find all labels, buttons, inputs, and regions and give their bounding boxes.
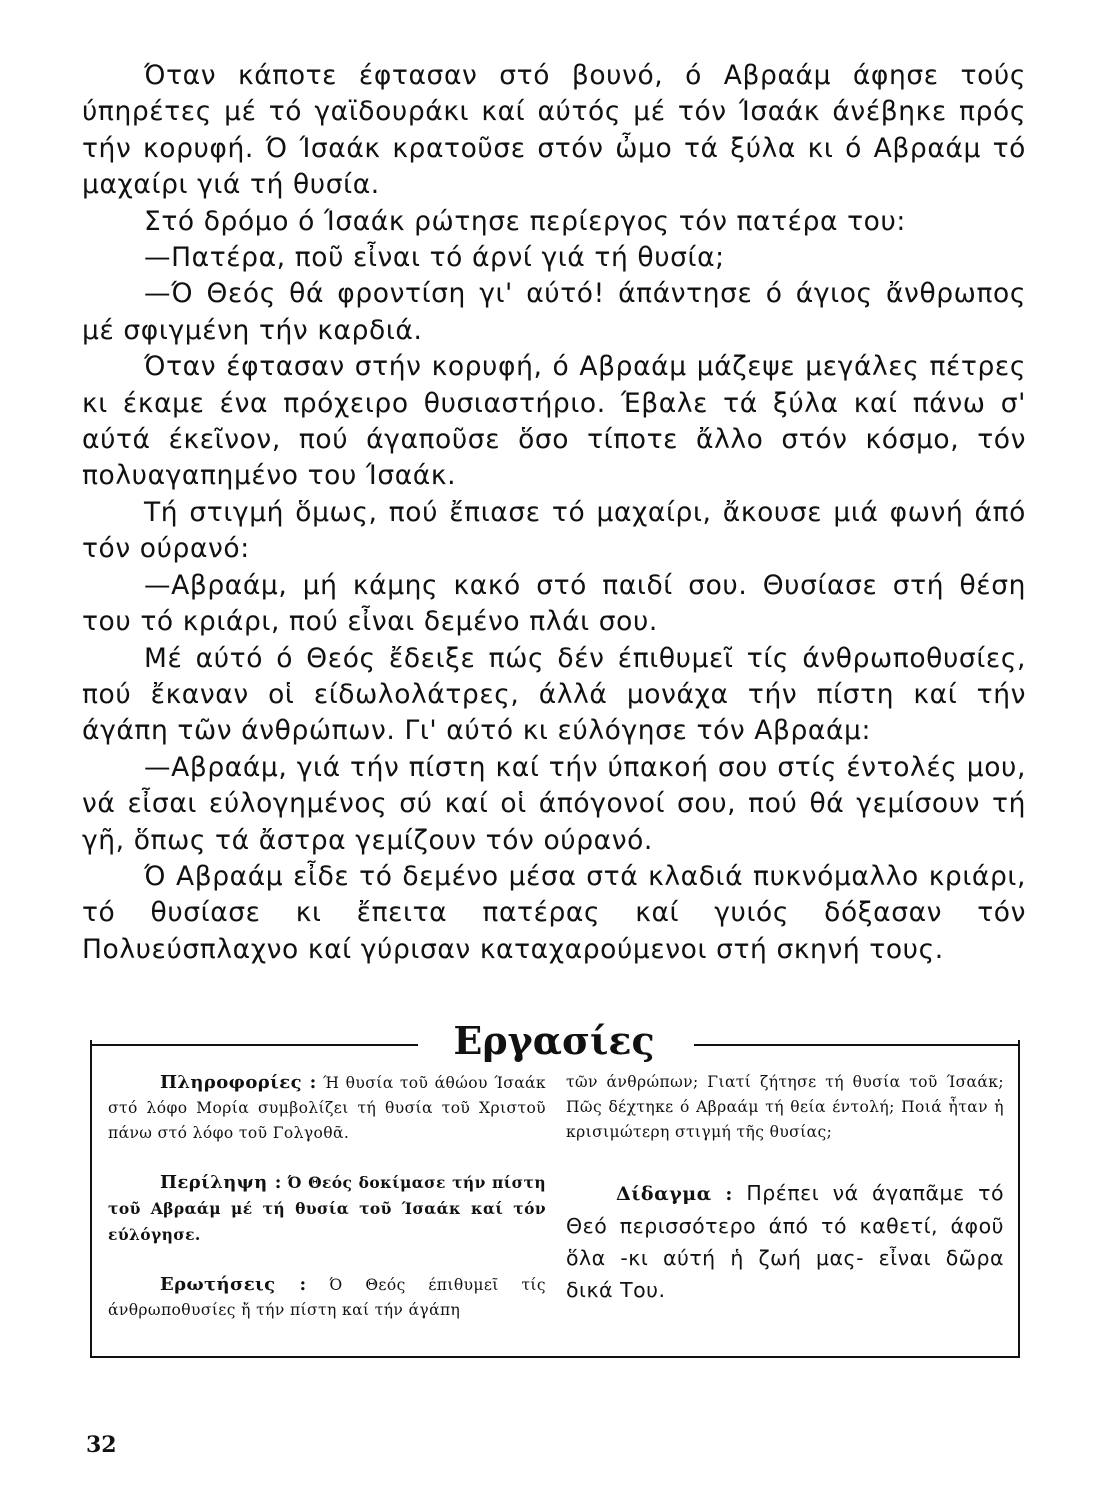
summary-block: [108, 1170, 546, 1248]
questions-block: [108, 1272, 546, 1323]
tasks-box: [90, 1040, 1020, 1358]
tasks-right-column: [566, 1070, 1004, 1327]
summary-text: Ό Θεός δοκίμασε τήν πίστη τοῦ Αβραάμ μέ τή θυσία τοῦ Ίσαάκ καί τόν εύλόγησε.: [108, 1173, 547, 1244]
paragraph: Ό Αβραάμ εἶδε τό δεμένο μέσα στά κλαδιά πυκνόμαλλο κριάρι, τό θυσίασε κι ἔπειτα πατέρας καί γυιός δόξασαν τόν Πολυεύσπλαχνο καί γύρισαν καταχαρούμενοι στή σκηνή τους.: [82, 860, 1026, 965]
paragraph: Όταν κάποτε έφτασαν στό βουνό, ό Αβραάμ άφησε τούς ύπηρέτες μέ τό γαϊδουράκι καί αύτός μέ τόν Ίσαάκ άνέβηκε πρός τήν κορυφή. Ό Ίσαάκ κρατοῦσε στόν ὦμο τά ξύλα κι ό Αβραάμ τό μαχαίρι γιά τή θυσία.: [82, 60, 1026, 201]
questions-continued: τῶν άνθρώπων; Γιατί ζήτησε τή θυσία τοῦ Ίσαάκ; Πῶς δέχτηκε ό Αβραάμ τή θεία έντολή; Ποιά ἦταν ἡ κρισιμώτερη στιγμή τῆς θυσίας;: [566, 1073, 1004, 1141]
story-text: [82, 58, 1026, 968]
questions-label: Ερωτήσεις :: [160, 1274, 307, 1295]
paragraph: Όταν έφτασαν στήν κορυφή, ό Αβραάμ μάζεψε μεγάλες πέτρες κι έκαμε ένα πρόχειρο θυσιαστήριο. Έβαλε τά ξύλα καί πάνω σ' αύτά έκεῖνον, πού άγαποῦσε ὅσο τίποτε ἄλλο στόν κόσμο, τόν πολυαγαπημένο του Ίσαάκ.: [82, 351, 1026, 492]
lesson-block: [566, 1177, 1004, 1306]
tasks-left-column: [108, 1070, 546, 1323]
tasks-title: Εργασίες: [453, 1018, 655, 1063]
dialogue-line: —Αβραάμ, γιά τήν πίστη καί τήν ύπακοή σου στίς έντολές μου, νά εἶσαι εύλογημένος σύ καί οἱ άπόγονοί σου, πού θά γεμίσουν τή γῆ, ὅπως τά ἄστρα γεμίζουν τόν ούρανό.: [82, 751, 1026, 856]
dialogue-line: —Πατέρα, ποῦ εἶναι τό άρνί γιά τή θυσία;: [144, 242, 725, 274]
paragraph: Στό δρόμο ό Ίσαάκ ρώτησε περίεργος τόν πατέρα του:: [144, 205, 906, 237]
questions-text: Ό Θεός έπιθυμεῖ τίς άνθρωποθυσίες ἤ τήν πίστη καί τήν άγάπη: [108, 1276, 546, 1319]
lesson-text: Πρέπει νά άγαπᾶμε τό Θεό περισσότερο άπό τό καθετί, άφοῦ ὅλα -κι αύτή ἡ ζωή μας- εἶναι δῶρα δικά Του.: [566, 1181, 1004, 1302]
heading-rule-right: [694, 1044, 1020, 1046]
info-text: Ή θυσία τοῦ άθώου Ίσαάκ στό λόφο Μορία συμβολίζει τή θυσία τοῦ Χριστοῦ πάνω στό λόφο τοῦ Γολγοθᾶ.: [108, 1074, 547, 1142]
dialogue-line: —Ό Θεός θά φροντίση γι' αύτό! άπάντησε ό άγιος ἄνθρωπος μέ σφιγμένη τήν καρδιά.: [82, 278, 1026, 346]
tasks-heading: [0, 1012, 1108, 1068]
info-block: [108, 1070, 546, 1146]
page-number: 32: [86, 1432, 117, 1458]
paragraph: Τή στιγμή ὅμως, πού ἔπιασε τό μαχαίρι, ἄκουσε μιά φωνή άπό τόν ούρανό:: [82, 496, 1026, 565]
summary-label: Περίληψη :: [160, 1172, 282, 1193]
paragraph: Μέ αύτό ό Θεός ἔδειξε πώς δέν έπιθυμεῖ τίς άνθρωποθυσίες, πού ἔκαναν οἱ είδωλολάτρες, άλλά μονάχα τήν πίστη καί τήν άγάπη τῶν άνθρώπων. Γι' αύτό κι εύλόγησε τόν Αβραάμ:: [82, 642, 1026, 747]
info-label: Πληροφορίες :: [160, 1072, 317, 1093]
dialogue-line: —Αβραάμ, μή κάμης κακό στό παιδί σου. Θυσίασε στή θέση του τό κριάρι, πού εἶναι δεμένο πλάι σου.: [82, 569, 1026, 638]
lesson-label: Δίδαγμα :: [616, 1183, 733, 1205]
